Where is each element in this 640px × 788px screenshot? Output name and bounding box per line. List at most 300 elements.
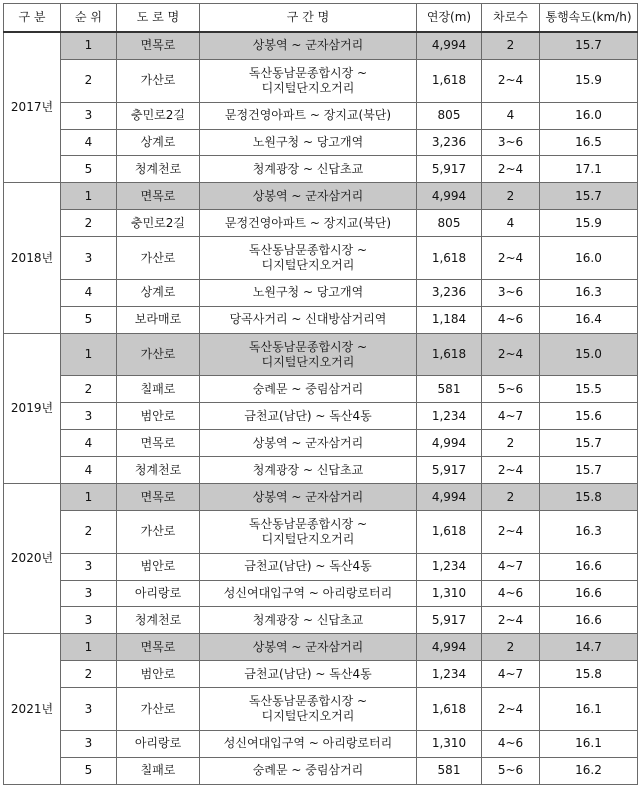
section-cell-text: 성신여대입구역 ~ 아리랑로터리 — [223, 585, 393, 600]
speed-cell-text: 16.1 — [575, 701, 602, 716]
road-name-cell — [117, 403, 200, 430]
section-cell-text: 청계광장 ~ 신답초교 — [252, 612, 364, 627]
speed-cell-text: 16.3 — [575, 524, 602, 539]
road-name-cell-text: 아리랑로 — [134, 585, 182, 600]
section-cell-text: 상봉역 ~ 군자삼거리 — [252, 639, 364, 654]
section-cell-text: 금천교(남단) ~ 독산4동 — [244, 559, 372, 574]
speed-cell-text: 16.3 — [575, 285, 602, 300]
lanes-cell — [482, 376, 540, 403]
lanes-cell — [482, 183, 540, 210]
road-name-cell — [117, 376, 200, 403]
section-cell — [200, 32, 417, 59]
section-cell — [200, 580, 417, 607]
rank-cell — [61, 688, 117, 731]
section-cell-text: 상봉역 ~ 군자삼거리 — [252, 188, 364, 203]
section-cell — [200, 237, 417, 280]
rank-cell — [61, 210, 117, 237]
speed-cell-text: 17.1 — [575, 161, 602, 176]
speed-cell — [540, 59, 638, 102]
speed-cell-text: 16.2 — [575, 763, 602, 778]
lanes-cell — [482, 661, 540, 688]
speed-cell — [540, 607, 638, 634]
road-name-cell-text: 청계천로 — [134, 161, 182, 176]
speed-cell — [540, 510, 638, 553]
speed-cell-text: 15.7 — [575, 462, 602, 477]
header-row — [4, 4, 638, 33]
lanes-cell-text: 2~4 — [497, 73, 524, 88]
section-cell — [200, 757, 417, 784]
road-name-cell-text: 칠패로 — [140, 763, 176, 778]
length-cell — [417, 430, 482, 457]
speed-cell-text: 14.7 — [575, 639, 602, 654]
lanes-cell-text: 3~6 — [497, 135, 524, 149]
section-cell-text: 상봉역 ~ 군자삼거리 — [252, 489, 364, 504]
lanes-cell-text: 4~6 — [497, 585, 524, 600]
section-cell-text: 노원구청 ~ 당고개역 — [252, 285, 364, 300]
length-cell-text: 1,234 — [431, 666, 467, 681]
lanes-cell — [482, 279, 540, 306]
length-cell-text: 1,310 — [431, 736, 467, 751]
speed-cell — [540, 183, 638, 210]
road-name-cell-text: 칠패로 — [140, 381, 176, 396]
table-row — [4, 607, 638, 634]
speed-cell — [540, 484, 638, 511]
speed-cell — [540, 102, 638, 129]
rank-cell-text: 4 — [84, 462, 93, 477]
lanes-cell — [482, 129, 540, 156]
rank-cell-text: 2 — [84, 73, 93, 88]
lanes-cell — [482, 607, 540, 634]
rank-cell — [61, 129, 117, 156]
length-cell-text: 4,994 — [431, 489, 467, 504]
rank-cell-text: 3 — [84, 701, 93, 716]
rank-cell-text: 2 — [84, 524, 93, 539]
lanes-cell-text: 4~7 — [497, 408, 524, 423]
rank-cell — [61, 333, 117, 376]
section-cell-text: 청계광장 ~ 신답초교 — [252, 462, 364, 477]
length-cell — [417, 553, 482, 580]
length-cell — [417, 102, 482, 129]
section-cell — [200, 102, 417, 129]
speed-cell-text: 15.9 — [575, 73, 602, 88]
road-name-cell-text: 청계천로 — [134, 612, 182, 627]
speed-cell — [540, 430, 638, 457]
road-name-cell — [117, 430, 200, 457]
year-cell: 2020년 — [4, 484, 61, 634]
section-cell-text: 금천교(남단) ~ 독산4동 — [244, 408, 372, 423]
table-row — [4, 129, 638, 156]
speed-cell-text: 16.5 — [575, 135, 602, 149]
length-cell-text: 3,236 — [431, 285, 467, 300]
road-name-cell-text: 가산로 — [140, 701, 176, 716]
section-cell-text: 상봉역 ~ 군자삼거리 — [252, 38, 364, 53]
section-cell — [200, 183, 417, 210]
lanes-cell-text: 2 — [506, 38, 515, 53]
speed-cell-text: 15.7 — [575, 38, 602, 53]
road-name-cell-text: 범안로 — [140, 666, 176, 681]
header-category: 구 분 — [4, 4, 61, 33]
speed-cell — [540, 32, 638, 59]
section-cell-text: 문정건영아파트 ~ 장지교(북단) — [224, 108, 392, 123]
length-cell-text: 5,917 — [431, 612, 467, 627]
section-cell-text: 숭례문 ~ 중림삼거리 — [252, 381, 364, 396]
lanes-cell — [482, 430, 540, 457]
speed-cell — [540, 376, 638, 403]
table-row — [4, 757, 638, 784]
road-name-cell-text: 아리랑로 — [134, 736, 182, 751]
header-section: 구 간 명 — [200, 4, 417, 33]
rank-cell-text: 1 — [84, 38, 93, 53]
road-name-cell-text: 보라매로 — [134, 312, 182, 327]
lanes-cell — [482, 333, 540, 376]
section-cell-text: 독산동남문종합시장 ~ 디지털단지오거리 — [248, 694, 368, 724]
rank-cell — [61, 730, 117, 757]
length-cell — [417, 484, 482, 511]
section-cell — [200, 607, 417, 634]
length-cell — [417, 580, 482, 607]
lanes-cell — [482, 59, 540, 102]
road-name-cell — [117, 757, 200, 784]
rank-cell-text: 2 — [84, 381, 93, 396]
rank-cell-text: 1 — [84, 489, 93, 504]
rank-cell — [61, 376, 117, 403]
section-cell — [200, 730, 417, 757]
rank-cell — [61, 580, 117, 607]
rank-cell — [61, 59, 117, 102]
section-cell-text: 독산동남문종합시장 ~ 디지털단지오거리 — [248, 516, 368, 546]
speed-cell-text: 16.6 — [575, 585, 602, 600]
section-cell-text: 독산동남문종합시장 ~ 디지털단지오거리 — [248, 339, 368, 369]
rank-cell-text: 3 — [84, 612, 93, 627]
road-name-cell — [117, 306, 200, 333]
lanes-cell-text: 4 — [506, 108, 515, 123]
length-cell — [417, 510, 482, 553]
rank-cell — [61, 484, 117, 511]
road-name-cell-text: 충민로2길 — [130, 215, 185, 230]
road-name-cell — [117, 210, 200, 237]
length-cell-text: 581 — [437, 381, 461, 396]
rank-cell-text: 3 — [84, 736, 93, 751]
rank-cell-text: 3 — [84, 250, 93, 265]
table-row — [4, 580, 638, 607]
section-cell — [200, 210, 417, 237]
road-name-cell — [117, 634, 200, 661]
speed-cell-text: 15.7 — [575, 435, 602, 450]
rank-cell-text: 3 — [84, 559, 93, 574]
road-name-cell-text: 상계로 — [140, 135, 176, 149]
rank-cell-text: 5 — [84, 763, 93, 778]
length-cell — [417, 306, 482, 333]
speed-cell-text: 16.1 — [575, 736, 602, 751]
road-name-cell-text: 가산로 — [140, 524, 176, 539]
rank-cell — [61, 510, 117, 553]
length-cell-text: 1,184 — [431, 312, 467, 327]
rank-cell — [61, 607, 117, 634]
length-cell-text: 1,618 — [431, 347, 467, 362]
road-name-cell — [117, 510, 200, 553]
section-cell — [200, 430, 417, 457]
length-cell-text: 4,994 — [431, 639, 467, 654]
section-cell — [200, 376, 417, 403]
speed-cell-text: 15.6 — [575, 408, 602, 423]
lanes-cell — [482, 510, 540, 553]
rank-cell-text: 4 — [84, 435, 93, 450]
road-name-cell-text: 면목로 — [140, 38, 176, 53]
section-cell — [200, 457, 417, 484]
header-road: 도 로 명 — [117, 4, 200, 33]
length-cell-text: 5,917 — [431, 462, 467, 477]
rank-cell — [61, 403, 117, 430]
section-cell — [200, 333, 417, 376]
table-row — [4, 210, 638, 237]
lanes-cell-text: 4 — [506, 215, 515, 230]
length-cell-text: 1,618 — [431, 250, 467, 265]
length-cell — [417, 237, 482, 280]
length-cell-text: 3,236 — [431, 135, 467, 149]
length-cell — [417, 634, 482, 661]
length-cell-text: 581 — [437, 763, 461, 778]
road-name-cell-text: 가산로 — [140, 250, 176, 265]
header-speed: 통행속도(km/h) — [540, 4, 638, 33]
section-cell-text: 숭례문 ~ 중림삼거리 — [252, 763, 364, 778]
table-row — [4, 279, 638, 306]
lanes-cell-text: 4~6 — [497, 312, 524, 327]
lanes-cell-text: 2~4 — [497, 250, 524, 265]
lanes-cell — [482, 757, 540, 784]
speed-cell — [540, 730, 638, 757]
speed-cell — [540, 580, 638, 607]
speed-cell-text: 16.6 — [575, 612, 602, 627]
rank-cell-text: 1 — [84, 188, 93, 203]
table-row — [4, 484, 638, 511]
section-cell-text: 노원구청 ~ 당고개역 — [252, 135, 364, 149]
length-cell-text: 805 — [437, 215, 461, 230]
speed-cell — [540, 634, 638, 661]
lanes-cell-text: 2 — [506, 639, 515, 654]
section-cell — [200, 59, 417, 102]
table-row — [4, 306, 638, 333]
table-row — [4, 376, 638, 403]
table-row — [4, 730, 638, 757]
rank-cell-text: 1 — [84, 639, 93, 654]
length-cell — [417, 403, 482, 430]
road-name-cell — [117, 553, 200, 580]
section-cell — [200, 484, 417, 511]
length-cell — [417, 607, 482, 634]
road-name-cell-text: 청계천로 — [134, 462, 182, 477]
speed-cell-text: 16.0 — [575, 108, 602, 123]
table-row — [4, 430, 638, 457]
table-row — [4, 237, 638, 280]
speed-cell — [540, 403, 638, 430]
rank-cell-text: 2 — [84, 666, 93, 681]
lanes-cell — [482, 580, 540, 607]
rank-cell — [61, 553, 117, 580]
table-row — [4, 156, 638, 183]
speed-cell — [540, 553, 638, 580]
road-name-cell — [117, 102, 200, 129]
speed-cell — [540, 688, 638, 731]
length-cell — [417, 183, 482, 210]
lanes-cell — [482, 688, 540, 731]
length-cell-text: 1,618 — [431, 524, 467, 539]
lanes-cell — [482, 306, 540, 333]
road-name-cell — [117, 333, 200, 376]
year-cell: 2019년 — [4, 333, 61, 483]
table-row — [4, 661, 638, 688]
speed-cell-text: 15.7 — [575, 188, 602, 203]
speed-cell — [540, 237, 638, 280]
rank-cell — [61, 237, 117, 280]
section-cell-text: 문정건영아파트 ~ 장지교(북단) — [224, 215, 392, 230]
length-cell — [417, 730, 482, 757]
length-cell-text: 1,234 — [431, 559, 467, 574]
length-cell — [417, 210, 482, 237]
section-cell — [200, 510, 417, 553]
speed-cell-text: 15.8 — [575, 666, 602, 681]
rank-cell-text: 2 — [84, 215, 93, 230]
length-cell — [417, 59, 482, 102]
section-cell-text: 청계광장 ~ 신답초교 — [252, 161, 364, 176]
road-name-cell-text: 가산로 — [140, 347, 176, 362]
table-row — [4, 688, 638, 731]
section-cell — [200, 553, 417, 580]
lanes-cell-text: 2~4 — [497, 347, 524, 362]
rank-cell — [61, 156, 117, 183]
ranking-table — [3, 3, 638, 785]
length-cell-text: 5,917 — [431, 161, 467, 176]
table-row — [4, 59, 638, 102]
speed-cell — [540, 129, 638, 156]
road-name-cell-text: 면목로 — [140, 489, 176, 504]
speed-cell — [540, 661, 638, 688]
speed-cell-text: 15.9 — [575, 215, 602, 230]
table-row — [4, 634, 638, 661]
length-cell-text: 1,618 — [431, 701, 467, 716]
length-cell — [417, 688, 482, 731]
rank-cell — [61, 634, 117, 661]
lanes-cell — [482, 102, 540, 129]
lanes-cell — [482, 403, 540, 430]
lanes-cell — [482, 457, 540, 484]
road-name-cell — [117, 661, 200, 688]
road-name-cell — [117, 129, 200, 156]
road-name-cell — [117, 457, 200, 484]
year-cell: 2018년 — [4, 183, 61, 333]
speed-cell-text: 16.6 — [575, 559, 602, 574]
rank-cell — [61, 306, 117, 333]
speed-cell-text: 15.8 — [575, 489, 602, 504]
speed-cell-text: 15.0 — [575, 347, 602, 362]
section-cell-text: 금천교(남단) ~ 독산4동 — [244, 666, 372, 681]
table-row — [4, 102, 638, 129]
speed-cell — [540, 210, 638, 237]
table-row — [4, 333, 638, 376]
rank-cell-text: 4 — [84, 285, 93, 300]
table-row — [4, 32, 638, 59]
length-cell — [417, 279, 482, 306]
rank-cell — [61, 183, 117, 210]
road-name-cell — [117, 59, 200, 102]
section-cell-text: 상봉역 ~ 군자삼거리 — [252, 435, 364, 450]
speed-cell-text: 15.5 — [575, 381, 602, 396]
lanes-cell-text: 2~4 — [497, 462, 524, 477]
road-name-cell-text: 상계로 — [140, 285, 176, 300]
year-cell: 2017년 — [4, 32, 61, 183]
section-cell-text: 독산동남문종합시장 ~ 디지털단지오거리 — [248, 65, 368, 95]
lanes-cell-text: 4~7 — [497, 559, 524, 574]
length-cell — [417, 757, 482, 784]
speed-cell — [540, 156, 638, 183]
length-cell-text: 4,994 — [431, 435, 467, 450]
table-row — [4, 457, 638, 484]
road-name-cell — [117, 484, 200, 511]
length-cell-text: 1,234 — [431, 408, 467, 423]
speed-cell — [540, 279, 638, 306]
length-cell — [417, 333, 482, 376]
section-cell — [200, 306, 417, 333]
speed-cell — [540, 457, 638, 484]
road-name-cell-text: 범안로 — [140, 559, 176, 574]
lanes-cell-text: 2 — [506, 489, 515, 504]
length-cell — [417, 376, 482, 403]
rank-cell-text: 5 — [84, 161, 93, 176]
length-cell-text: 4,994 — [431, 38, 467, 53]
table-row — [4, 553, 638, 580]
length-cell-text: 805 — [437, 108, 461, 123]
speed-cell — [540, 333, 638, 376]
road-name-cell — [117, 730, 200, 757]
rank-cell — [61, 102, 117, 129]
lanes-cell-text: 2~4 — [497, 612, 524, 627]
table-row — [4, 183, 638, 210]
lanes-cell-text: 2~4 — [497, 524, 524, 539]
lanes-cell-text: 2 — [506, 435, 515, 450]
speed-cell-text: 16.0 — [575, 250, 602, 265]
length-cell — [417, 661, 482, 688]
section-cell — [200, 279, 417, 306]
speed-cell — [540, 306, 638, 333]
rank-cell-text: 1 — [84, 347, 93, 362]
road-name-cell — [117, 607, 200, 634]
road-name-cell — [117, 688, 200, 731]
road-name-cell — [117, 183, 200, 210]
rank-cell — [61, 757, 117, 784]
rank-cell — [61, 457, 117, 484]
table-row — [4, 403, 638, 430]
rank-cell — [61, 430, 117, 457]
speed-cell — [540, 757, 638, 784]
road-name-cell-text: 면목로 — [140, 435, 176, 450]
road-name-cell — [117, 32, 200, 59]
road-name-cell — [117, 580, 200, 607]
lanes-cell — [482, 156, 540, 183]
table-row — [4, 510, 638, 553]
road-name-cell — [117, 156, 200, 183]
length-cell-text: 1,310 — [431, 585, 467, 600]
rank-cell-text: 3 — [84, 108, 93, 123]
section-cell-text: 성신여대입구역 ~ 아리랑로터리 — [223, 736, 393, 751]
section-cell — [200, 661, 417, 688]
road-name-cell-text: 가산로 — [140, 73, 176, 88]
road-name-cell — [117, 279, 200, 306]
year-cell: 2021년 — [4, 634, 61, 785]
speed-cell-text: 16.4 — [575, 312, 602, 327]
lanes-cell-text: 2 — [506, 188, 515, 203]
length-cell — [417, 156, 482, 183]
rank-cell — [61, 279, 117, 306]
header-lanes: 차로수 — [482, 4, 540, 33]
